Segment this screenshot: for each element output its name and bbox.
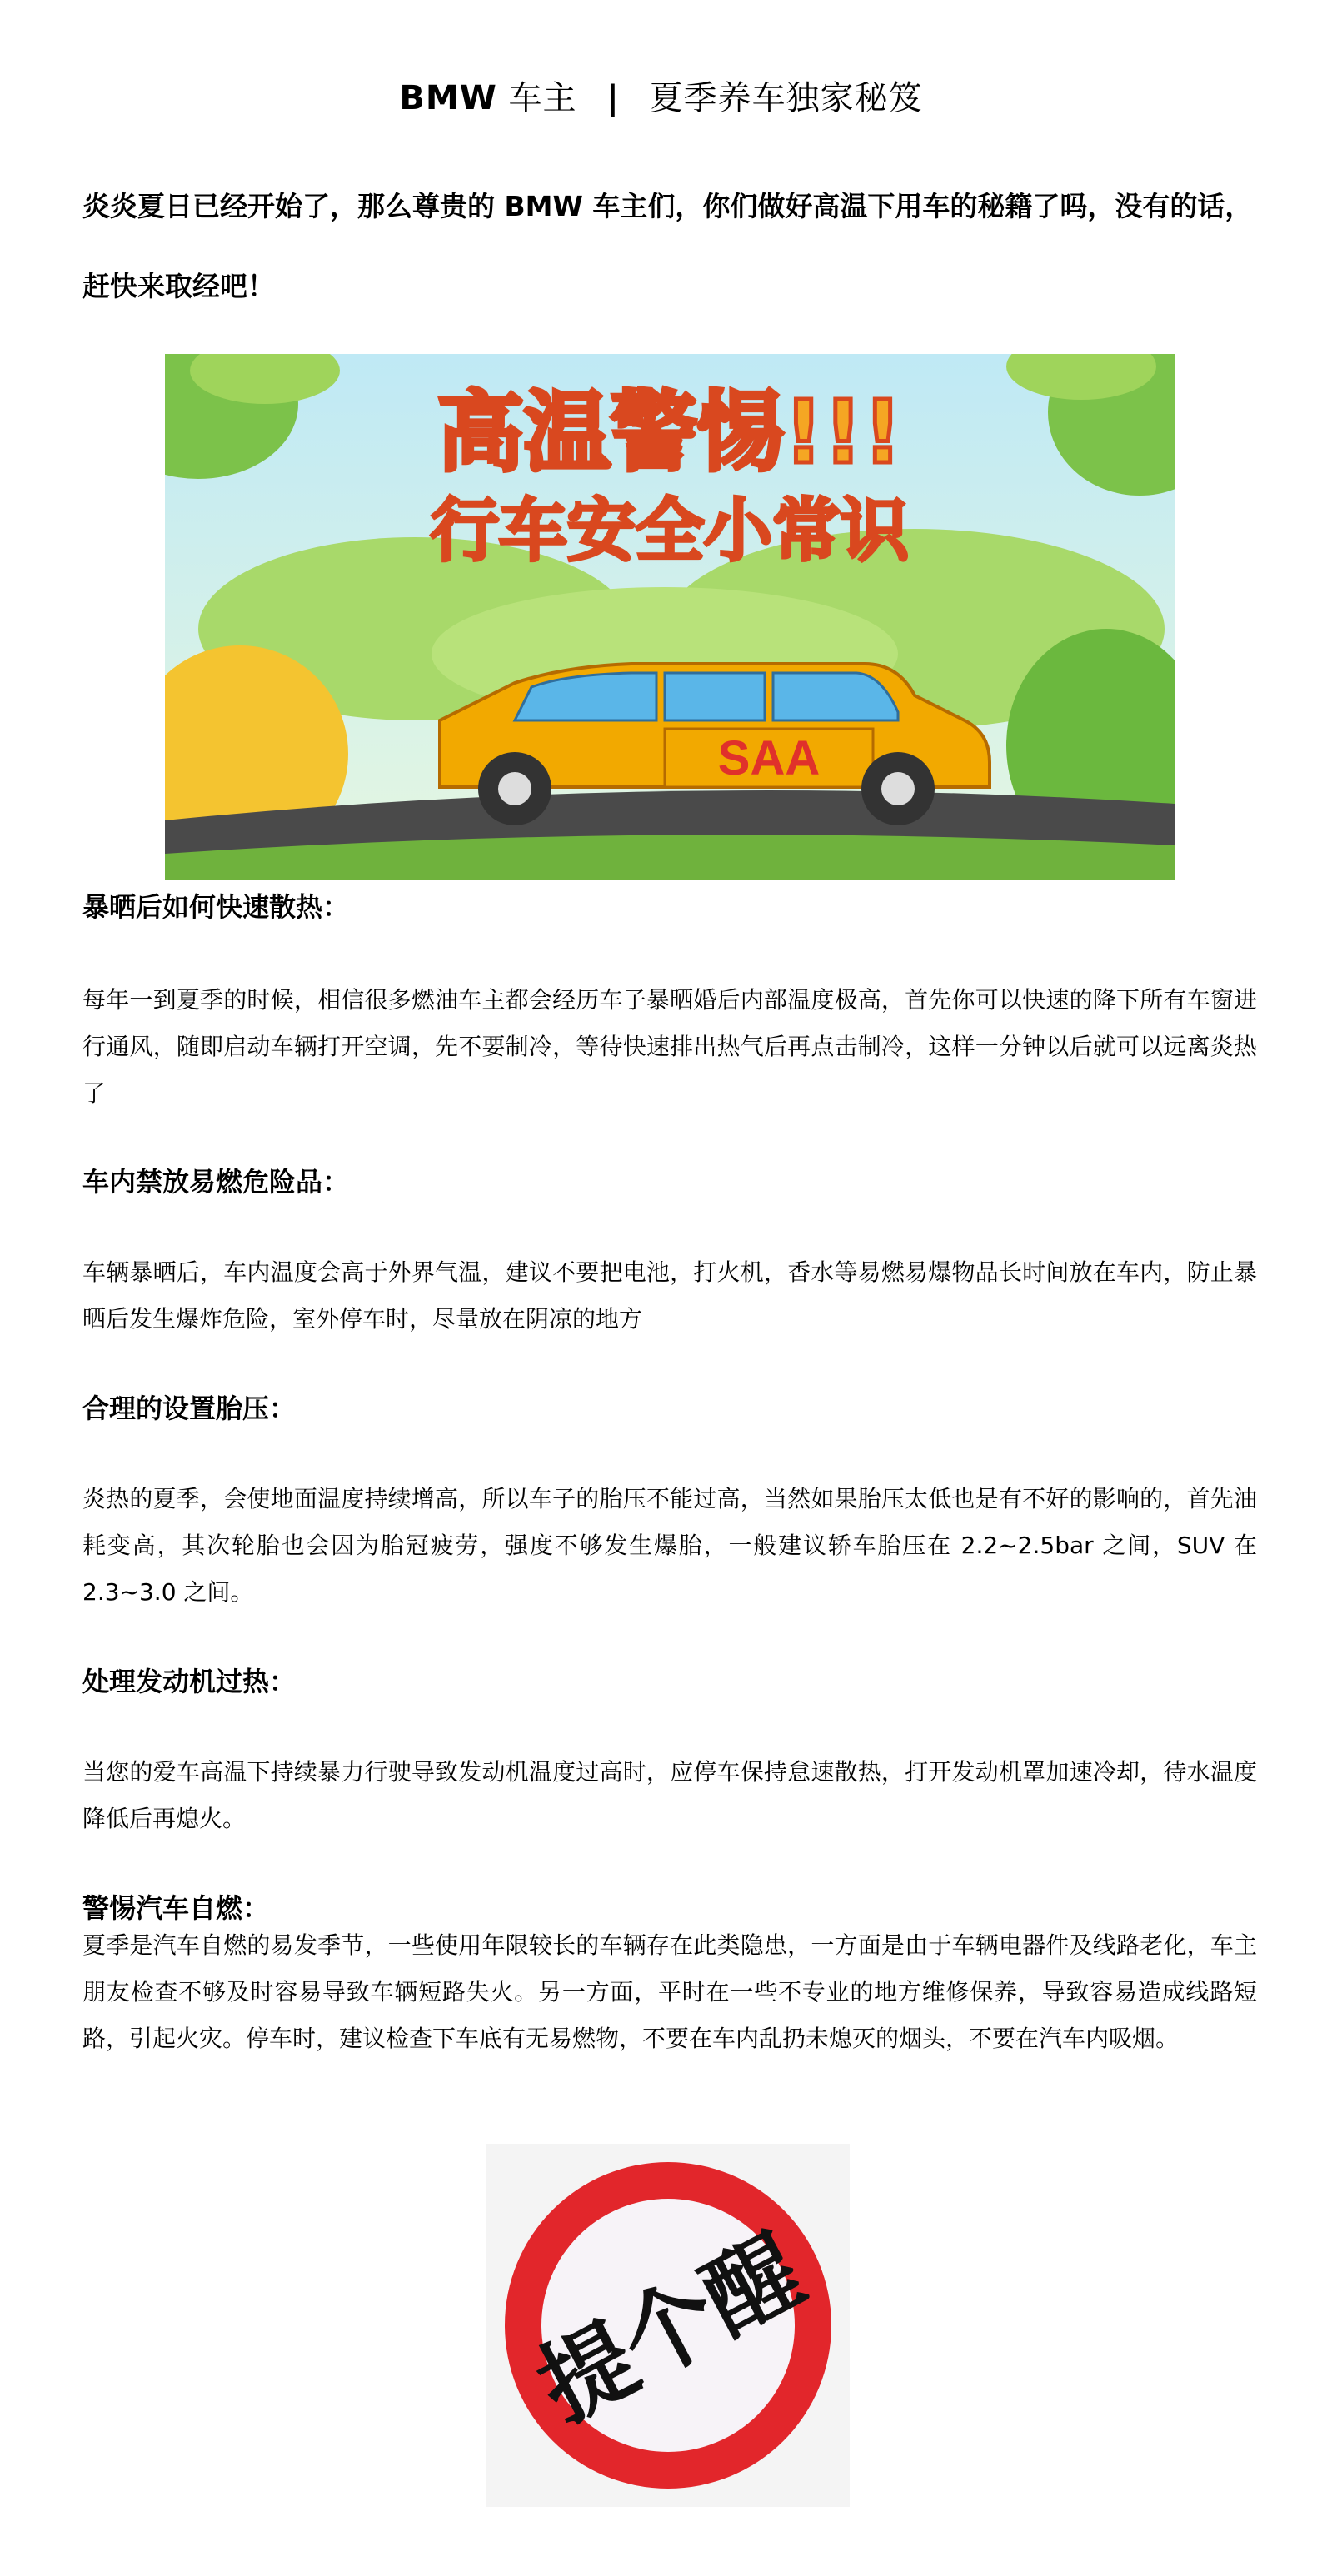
page-title [0,73,1322,123]
car-plate-text: SAA [717,731,821,785]
title-subtitle: 夏季养车独家秘笈 [649,79,923,117]
title-separator: | [606,79,620,117]
section-heading-tire-pressure: 合理的设置胎压： [82,1393,297,1424]
reminder-text: 提个醒 [521,2216,820,2444]
section-body-tire-pressure: 炎热的夏季，会使地面温度持续增高，所以车子的胎压不能过高，当然如果胎压太低也是有不好的影响的，首先油耗变高，其次轮胎也会因为胎冠疲劳，强度不够发生爆胎，一般建议轿车胎压在 2.2~2.5bar 之间，SUV 在 2.3~3.0 之间。 [82,1485,1257,1606]
reminder-sign-image [486,2144,850,2507]
title-owner: 车主 [508,79,577,117]
section-body-cooling: 每年一到夏季的时候，相信很多燃油车主都会经历车子暴晒婚后内部温度极高，首先你可以快速的降下所有车窗进行通风，随即启动车辆打开空调，先不要制冷，等待快速排出热气后再点击制冷，这样一分钟以后就可以远离炎热了 [82,986,1257,1107]
section-heading-cooling: 暴晒后如何快速散热： [82,891,350,923]
section-heading-engine: 处理发动机过热： [82,1666,297,1697]
section-body-self-ignition: 夏季是汽车自燃的易发季节，一些使用年限较长的车辆存在此类隐患，一方面是由于车辆电器件及线路老化，车主朋友检查不够及时容易导致车辆短路失火。另一方面，平时在一些不专业的地方维修保养，导致容易造成线路短路，引起火灾。停车时，建议检查下车底有无易燃物，不要在车内乱扔未熄灭的烟头，不要在汽车内吸烟。 [82,1931,1257,2052]
banner-line1: 高温警惕!!! [437,381,903,483]
section-body-engine: 当您的爱车高温下持续暴力行驶导致发动机温度过高时，应停车保持怠速散热，打开发动机罩加速冷却，待水温度降低后再熄火。 [82,1758,1257,1832]
section-body-flammables: 车辆暴晒后，车内温度会高于外界气温，建议不要把电池，打火机，香水等易燃易爆物品长时间放在车内，防止暴晒后发生爆炸危险，室外停车时，尽量放在阴凉的地方 [82,1258,1257,1333]
section-heading-flammables: 车内禁放易燃危险品： [82,1166,350,1198]
title-brand: BMW [399,79,497,117]
banner-line2: 行车安全小常识 [430,491,910,571]
intro-paragraph: 炎炎夏日已经开始了，那么尊贵的 BMW 车主们，你们做好高温下用车的秘籍了吗，没有的话，赶快来取经吧！ [82,190,1253,302]
section-heading-self-ignition: 警惕汽车自燃： [82,1892,270,1924]
banner-illustration [165,354,1175,880]
